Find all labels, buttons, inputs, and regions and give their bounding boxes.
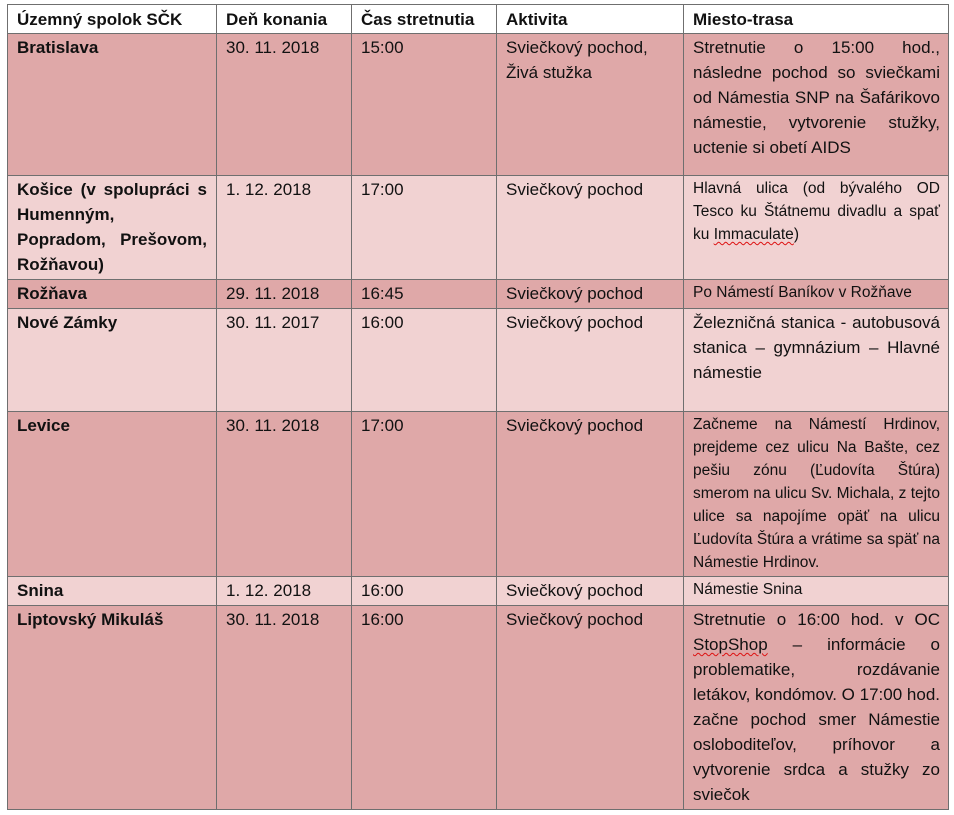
- cell-route: Začneme na Námestí Hrdinov, prejdeme cez ulicu Na Bašte, cez pešiu zónu (Ľudovíta Štúra) smerom na ulicu Sv. Michala, z tejto ulice sa napojíme opäť na ulicu Ľudovíta Štúra a vrátime sa späť na Námestie Hrdinov.: [684, 412, 949, 577]
- header-route: Miesto-trasa: [684, 5, 949, 34]
- events-table: [7, 4, 949, 810]
- cell-route: [684, 176, 949, 280]
- table-header: [8, 5, 949, 34]
- cell-activity: Sviečkový pochod: [497, 280, 684, 309]
- cell-date: 30. 11. 2018: [217, 412, 352, 577]
- cell-route: Stretnutie o 15:00 hod., následne pochod so sviečkami od Námestia SNP na Šafárikovo námestie, vytvorenie stužky, uctenie si obetí AIDS: [684, 34, 949, 176]
- cell-organization: Nové Zámky: [8, 309, 217, 412]
- spellcheck-flagged-word: Immaculate: [713, 226, 794, 243]
- spellcheck-flagged-word: StopShop: [693, 635, 768, 654]
- table-row: [8, 34, 949, 176]
- cell-time: 16:00: [352, 309, 497, 412]
- cell-time: 16:00: [352, 577, 497, 606]
- cell-organization: Levice: [8, 412, 217, 577]
- table-row: [8, 280, 949, 309]
- events-table-container: [7, 4, 948, 810]
- header-time: Čas stretnutia: [352, 5, 497, 34]
- cell-date: 1. 12. 2018: [217, 577, 352, 606]
- route-text: Stretnutie o 16:00 hod. v OC: [693, 610, 940, 629]
- table-row: [8, 577, 949, 606]
- cell-activity: Sviečkový pochod, Živá stužka: [497, 34, 684, 176]
- cell-time: 17:00: [352, 176, 497, 280]
- cell-organization: Bratislava: [8, 34, 217, 176]
- cell-route: Námestie Snina: [684, 577, 949, 606]
- table-row: [8, 309, 949, 412]
- cell-activity: Sviečkový pochod: [497, 412, 684, 577]
- header-row: [8, 5, 949, 34]
- cell-activity: Sviečkový pochod: [497, 309, 684, 412]
- cell-activity: Sviečkový pochod: [497, 606, 684, 810]
- route-text: – informácie o problematike, rozdávanie letákov, kondómov. O 17:00 hod. začne pochod smer Námestie osloboditeľov, príhovor a vytvorenie srdca a stužky zo sviečok: [693, 635, 940, 804]
- cell-time: 16:00: [352, 606, 497, 810]
- cell-time: 16:45: [352, 280, 497, 309]
- header-date: Deň konania: [217, 5, 352, 34]
- cell-activity: Sviečkový pochod: [497, 577, 684, 606]
- cell-time: 17:00: [352, 412, 497, 577]
- table-row: [8, 606, 949, 810]
- cell-organization: Rožňava: [8, 280, 217, 309]
- header-activity: Aktivita: [497, 5, 684, 34]
- cell-activity: Sviečkový pochod: [497, 176, 684, 280]
- route-text: Hlavná ulica (od bývalého OD Tesco ku Štátnemu divadlu a spať ku: [693, 180, 940, 243]
- cell-date: 29. 11. 2018: [217, 280, 352, 309]
- cell-date: 30. 11. 2018: [217, 34, 352, 176]
- table-body: [8, 34, 949, 810]
- cell-organization: Košice (v spolupráci s Humenným, Popradom, Prešovom, Rožňavou): [8, 176, 217, 280]
- cell-organization: Liptovský Mikuláš: [8, 606, 217, 810]
- cell-date: 30. 11. 2018: [217, 606, 352, 810]
- header-organization: Územný spolok SČK: [8, 5, 217, 34]
- table-row: [8, 412, 949, 577]
- cell-date: 1. 12. 2018: [217, 176, 352, 280]
- cell-route: Po Námestí Baníkov v Rožňave: [684, 280, 949, 309]
- cell-route: [684, 606, 949, 810]
- cell-time: 15:00: [352, 34, 497, 176]
- cell-route: Železničná stanica - autobusová stanica – gymnázium – Hlavné námestie: [684, 309, 949, 412]
- cell-organization: Snina: [8, 577, 217, 606]
- table-row: [8, 176, 949, 280]
- cell-date: 30. 11. 2017: [217, 309, 352, 412]
- route-text: ): [793, 226, 799, 243]
